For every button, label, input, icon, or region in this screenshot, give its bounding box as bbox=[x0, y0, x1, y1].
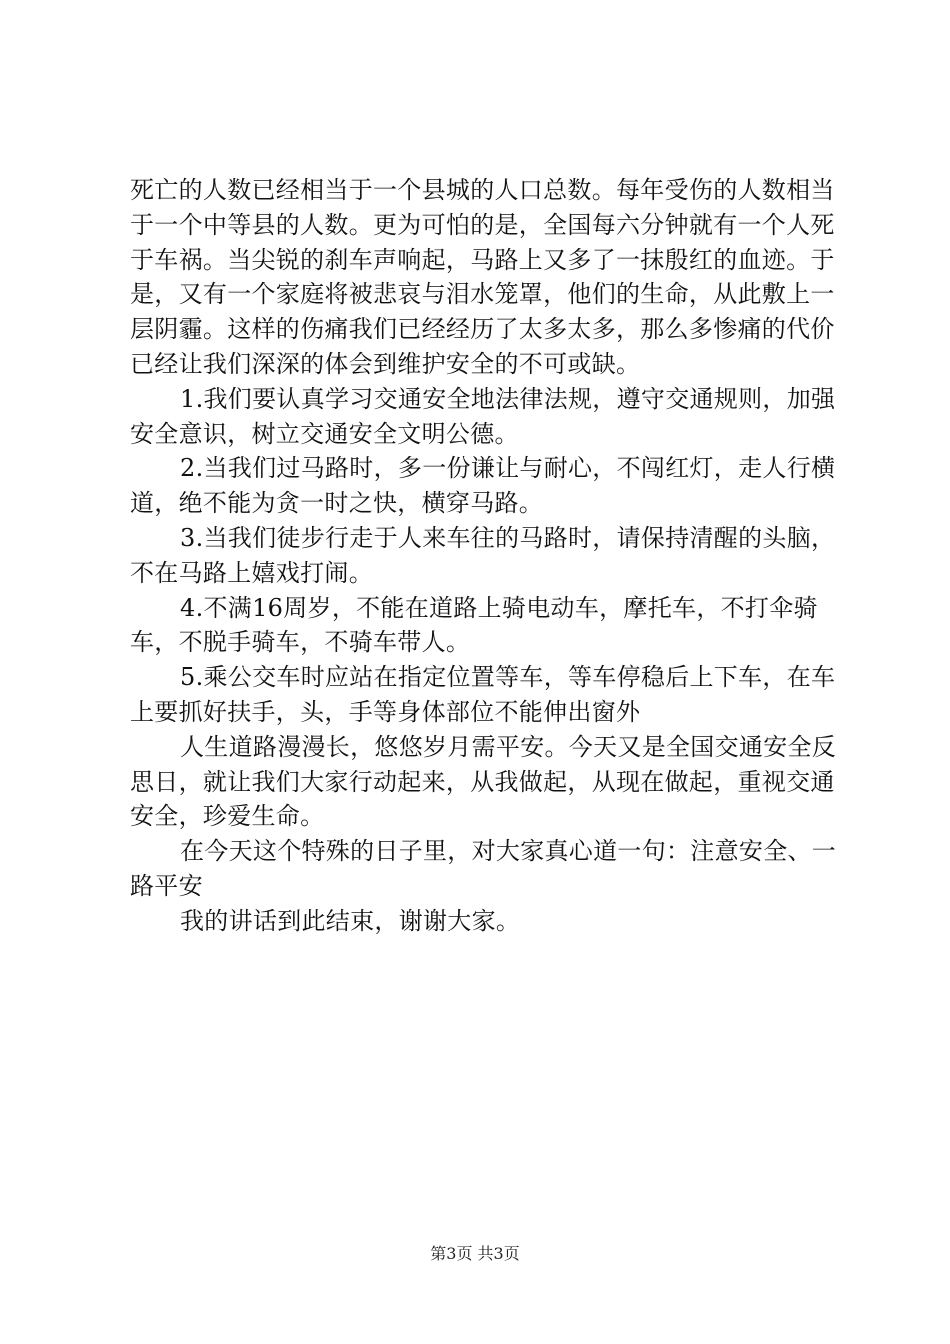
page-number: 第3页 共3页 bbox=[430, 1244, 520, 1263]
paragraph-rule-1: 1.我们要认真学习交通安全地法律法规，遵守交通规则，加强安全意识，树立交通安全文明公德。 bbox=[130, 384, 836, 448]
paragraph-closing: 我的讲话到此结束，谢谢大家。 bbox=[180, 906, 521, 935]
document-body bbox=[130, 173, 850, 939]
page-footer bbox=[0, 1244, 950, 1264]
paragraph-wishes: 在今天这个特殊的日子里，对大家真心道一句：注意安全、一路平安 bbox=[130, 837, 837, 900]
paragraph-intro: 死亡的人数已经相当于一个县城的人口总数。每年受伤的人数相当于一个中等县的人数。更为可怕的是，全国每六分钟就有一个人死于车祸。当尖锐的刹车声响起，马路上又多了一抹殷红的血迹。于是，又有一个家庭将被悲哀与泪水笼罩，他们的生命，从此敷上一层阴霾。这样的伤痛我们已经经历了太多太多，那么多惨痛的代价已经让我们深深的体会到维护安全的不可或缺。 bbox=[130, 176, 835, 378]
paragraph-rule-3: 3.当我们徒步行走于人来车往的马路时，请保持清醒的头脑，不在马路上嬉戏打闹。 bbox=[130, 523, 836, 587]
paragraph-rule-5: 5.乘公交车时应站在指定位置等车，等车停稳后上下车，在车上要抓好扶手，头，手等身体部位不能伸出窗外 bbox=[130, 663, 836, 726]
paragraph-rule-2: 2.当我们过马路时，多一份谦让与耐心，不闯红灯，走人行横道，绝不能为贪一时之快，横穿马路。 bbox=[130, 454, 836, 518]
paragraph-conclusion: 人生道路漫漫长，悠悠岁月需平安。今天又是全国交通安全反思日，就让我们大家行动起来，从我做起，从现在做起，重视交通安全，珍爱生命。 bbox=[130, 732, 837, 831]
paragraph-rule-4: 4.不满16周岁，不能在道路上骑电动车，摩托车，不打伞骑车，不脱手骑车，不骑车带人。 bbox=[130, 593, 818, 657]
